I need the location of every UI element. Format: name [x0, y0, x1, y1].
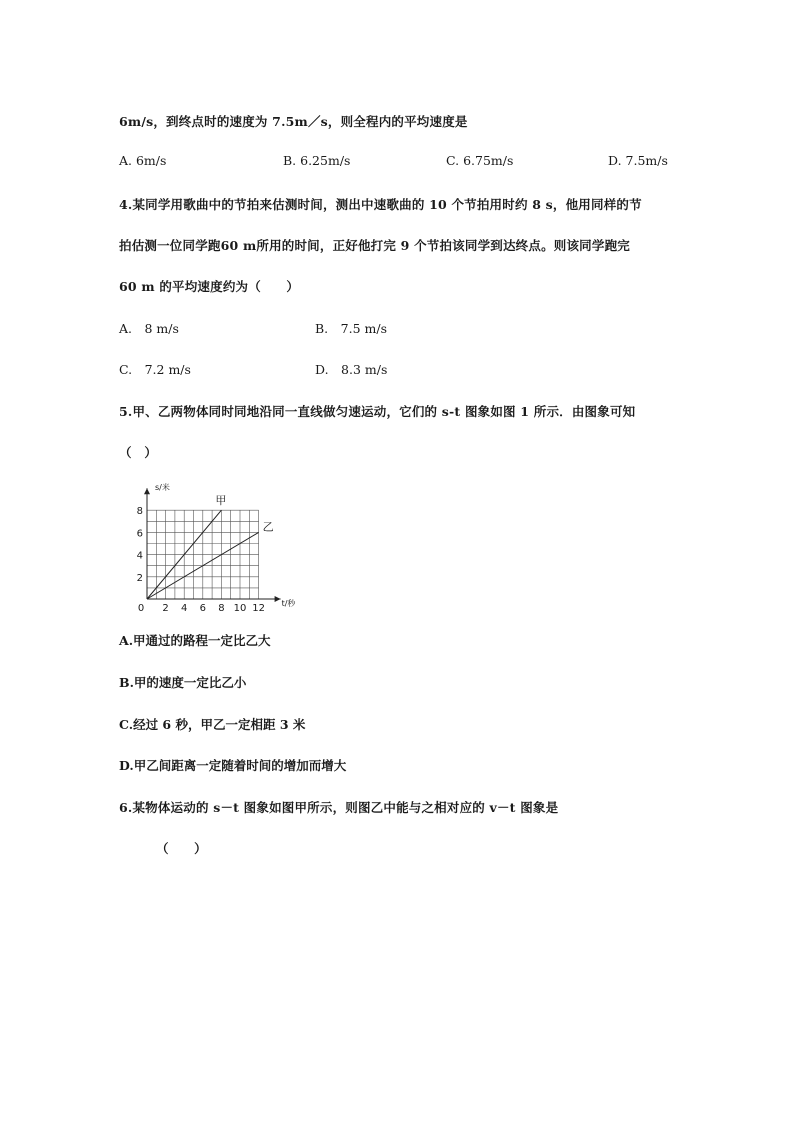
q3-continuation-text: 6m/s，到终点时的速度为 7.5m／s，则全程内的平均速度是	[119, 114, 468, 129]
q3-option-d[interactable]: D. 7.5m/s	[608, 153, 668, 168]
x-tick-label: 8	[218, 603, 225, 614]
q6-stem-line-1: 6.某物体运动的 s－t 图象如图甲所示，则图乙中能与之相对应的 v－t 图象是	[119, 800, 559, 815]
series-label-yi: 乙	[262, 520, 274, 534]
y-axis-label: s/米	[155, 483, 170, 493]
q4-stem-line-2: 拍估测一位同学跑60 m所用的时间，正好他打完 9 个节拍该同学到达终点。则该同学跑完	[119, 238, 630, 253]
x-tick-label: 4	[181, 603, 188, 614]
x-tick-label: 6	[199, 603, 206, 614]
s-t-graph	[132, 474, 332, 614]
q6-stem-line-2: （ ）	[156, 841, 207, 856]
series-label-jia: 甲	[215, 494, 227, 508]
q4-stem-line-1: 4.某同学用歌曲中的节拍来估测时间，测出中速歌曲的 10 个节拍用时约 8 s，他用同样的节	[119, 197, 642, 212]
x-tick-label: 10	[233, 603, 247, 614]
q3-option-c[interactable]: C. 6.75m/s	[446, 153, 514, 168]
q4-stem-line-3: 60 m 的平均速度约为（ ）	[119, 279, 300, 294]
q5-option-d[interactable]: D.甲乙间距离一定随着时间的增加而增大	[119, 758, 347, 773]
x-tick-label: 2	[162, 603, 169, 614]
q4-option-c[interactable]: C. 7.2 m/s	[119, 362, 191, 377]
q5-option-b[interactable]: B.甲的速度一定比乙小	[119, 675, 247, 690]
q4-option-d[interactable]: D. 8.3 m/s	[315, 362, 388, 377]
x-axis-arrow	[275, 596, 281, 602]
y-tick-label: 2	[136, 572, 143, 584]
q4-option-b[interactable]: B. 7.5 m/s	[315, 321, 387, 336]
q3-option-b[interactable]: B. 6.25m/s	[283, 153, 351, 168]
y-axis-arrow	[144, 488, 150, 494]
q4-option-a[interactable]: A. 8 m/s	[119, 321, 179, 336]
q5-stem-line-2: （ ）	[119, 445, 158, 460]
y-tick-label: 6	[136, 528, 143, 540]
y-tick-label: 4	[136, 550, 143, 562]
y-tick-label: 8	[136, 506, 143, 518]
x-tick-label: 0	[137, 603, 145, 614]
x-tick-label: 12	[252, 603, 265, 614]
x-axis-label: t/秒	[281, 599, 296, 608]
q5-option-a[interactable]: A.甲通过的路程一定比乙大	[119, 633, 271, 648]
q3-option-a[interactable]: A. 6m/s	[119, 153, 167, 168]
q5-option-c[interactable]: C.经过 6 秒，甲乙一定相距 3 米	[119, 717, 306, 732]
q5-stem-line-1: 5.甲、乙两物体同时同地沿同一直线做匀速运动，它们的 s-t 图象如图 1 所示．由图象可知	[119, 404, 636, 419]
